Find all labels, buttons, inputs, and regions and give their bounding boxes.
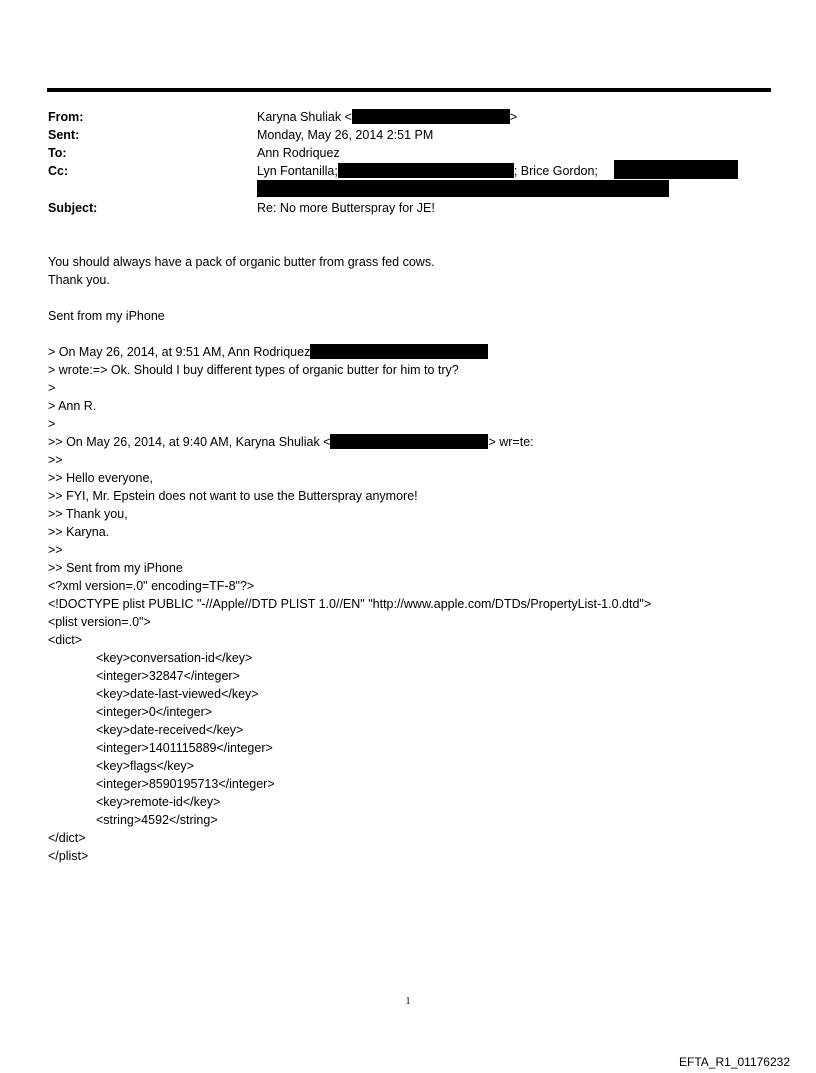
quoted-line: >> Thank you, <box>48 507 128 521</box>
redaction-box <box>257 180 669 197</box>
quoted-line: >> FYI, Mr. Epstein does not want to use the Butterspray anymore! <box>48 489 418 503</box>
redaction-box <box>352 109 510 124</box>
cc-recipient-1: Lyn Fontanilla; <box>257 164 338 178</box>
plist-line: </dict> <box>48 831 86 845</box>
plist-line: </plist> <box>48 849 89 863</box>
quoted-line: >> <box>48 543 63 557</box>
plist-entry: <integer>8590195713</integer> <box>96 777 275 791</box>
redaction-box <box>310 344 488 359</box>
plist-entry: <key>date-received</key> <box>96 723 244 737</box>
plist-entry: <integer>32847</integer> <box>96 669 240 683</box>
header-rule <box>47 88 771 92</box>
plist-entry: <integer>1401115889</integer> <box>96 741 273 755</box>
subject-value: Re: No more Butterspray for JE! <box>257 201 435 215</box>
from-value <box>257 108 517 126</box>
to-label: To: <box>48 146 67 160</box>
quoted-line: > wrote:=> Ok. Should I buy different types of organic butter for him to try? <box>48 363 459 377</box>
body-line: You should always have a pack of organic butter from grass fed cows. <box>48 255 435 269</box>
quoted-line <box>48 433 788 451</box>
from-close: > <box>509 110 518 124</box>
body-line: Sent from my iPhone <box>48 309 165 323</box>
quoted-text: > wr=te: <box>488 435 534 449</box>
cc-value <box>257 162 598 180</box>
plist-entry: <key>conversation-id</key> <box>96 651 253 665</box>
plist-entry: <key>remote-id</key> <box>96 795 221 809</box>
plist-entry: <integer>0</integer> <box>96 705 213 719</box>
plist-entry: <string>4592</string> <box>96 813 218 827</box>
to-value: Ann Rodriquez <box>257 146 340 160</box>
quoted-line: >> <box>48 453 63 467</box>
quoted-text: >> On May 26, 2014, at 9:40 AM, Karyna Shuliak < <box>48 435 331 449</box>
quoted-line: >> Karyna. <box>48 525 110 539</box>
plist-line: <!DOCTYPE plist PUBLIC "-//Apple//DTD PLIST 1.0//EN" "http://www.apple.com/DTDs/PropertyList-1.0.dtd"> <box>48 597 652 611</box>
blank-line <box>48 325 788 343</box>
redaction-box <box>330 434 488 449</box>
plist-line: <plist version=.0"> <box>48 615 151 629</box>
plist-line: <dict> <box>48 633 83 647</box>
sent-value: Monday, May 26, 2014 2:51 PM <box>257 128 434 142</box>
cc-label: Cc: <box>48 164 69 178</box>
bates-number: EFTA_R1_01176232 <box>679 1055 790 1069</box>
page-number: 1 <box>405 996 411 1007</box>
quoted-line <box>48 343 788 361</box>
quoted-line: > <box>48 381 56 395</box>
quoted-text: > On May 26, 2014, at 9:51 AM, Ann Rodriquez <box>48 345 311 359</box>
quoted-line: > Ann R. <box>48 399 97 413</box>
body-line: Thank you. <box>48 273 110 287</box>
plist-line: <?xml version=.0" encoding=TF-8"?> <box>48 579 255 593</box>
cc-recipient-2: ; Brice Gordon; <box>513 164 598 178</box>
plist-entry: <key>date-last-viewed</key> <box>96 687 259 701</box>
quoted-line: >> Hello everyone, <box>48 471 153 485</box>
from-label: From: <box>48 110 84 124</box>
redaction-box <box>338 163 514 178</box>
message-body <box>48 253 788 865</box>
plist-entry: <key>flags</key> <box>96 759 194 773</box>
subject-label: Subject: <box>48 201 98 215</box>
sent-label: Sent: <box>48 128 80 142</box>
quoted-line: >> Sent from my iPhone <box>48 561 183 575</box>
blank-line <box>48 289 788 307</box>
from-name: Karyna Shuliak < <box>257 110 352 124</box>
redaction-box <box>614 160 738 179</box>
quoted-line: > <box>48 417 56 431</box>
